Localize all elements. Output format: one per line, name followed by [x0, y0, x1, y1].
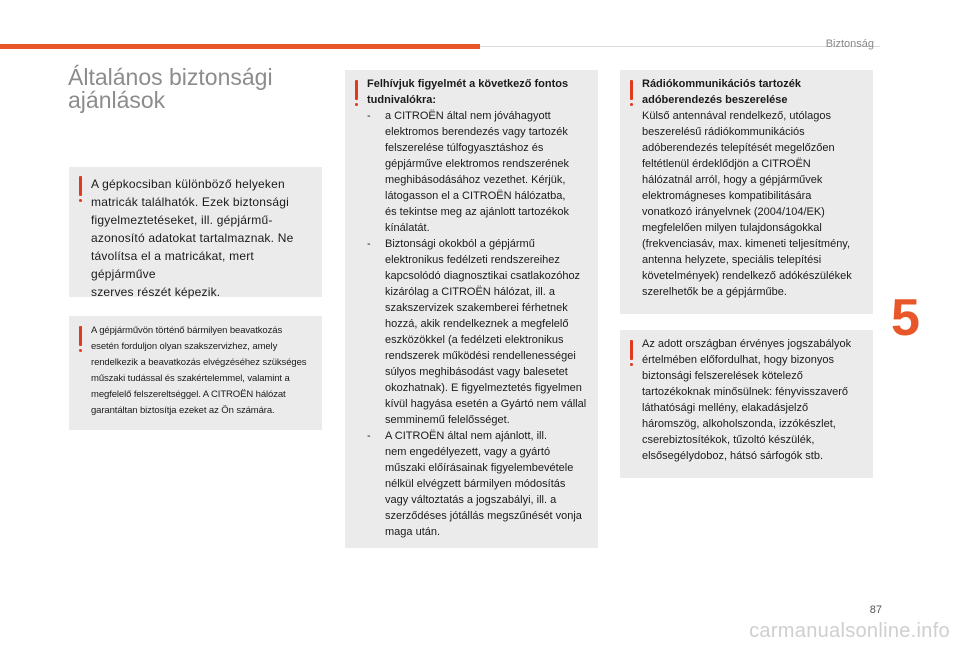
text-line: hozzá, akik rendelkeznek a megfelelő [385, 318, 569, 330]
chapter-number: 5 [891, 289, 920, 347]
text-line: nélkül elvégzett bármilyen módosítás [385, 478, 566, 490]
heading-line: Felhívjuk figyelmét a következő fontos [367, 78, 569, 90]
text-line: eszközökkel (a fedélzeti elektronikus [385, 334, 564, 346]
section-label: Biztonság [825, 38, 874, 50]
list-dash: - [367, 430, 371, 442]
text-line: garantáltan biztosítja ezeket az Ön számára. [91, 405, 275, 416]
notice-text-radio [642, 76, 872, 300]
text-line: elektromos berendezés vagy tartozék [385, 126, 568, 138]
text-line: nem engedélyezett, vagy a gyártó [385, 446, 551, 458]
warning-icon [79, 326, 82, 346]
list-item [367, 428, 597, 540]
text-line: a CITROËN által nem jóváhagyott [385, 110, 551, 122]
text-line: A gépkocsiban különböző helyeken [91, 177, 285, 191]
text-line: okozhatnak). E figyelmeztetés figyelmen [385, 382, 582, 394]
text-line: értelmében előfordulhat, hogy bizonyos [642, 354, 835, 366]
header-rule [480, 46, 880, 47]
text-line: követelmények) rendelkező adókészülékek [642, 270, 852, 282]
text-line: láthatósági mellény, elakadásjelző [642, 402, 809, 414]
list-item [367, 108, 597, 236]
text-line: elektronikus fedélzeti rendszereihez [385, 254, 560, 266]
notice-text-service [91, 323, 319, 419]
text-line: maga után. [385, 526, 441, 538]
page-title [68, 66, 328, 112]
text-line: (frekvenciasáv, max. kimeneti teljesítmény, [642, 238, 851, 250]
text-line: cserebiztosítékok, tűzoltó készülék, [642, 434, 815, 446]
text-line: műszaki előírásainak figyelembevétele [385, 462, 574, 474]
text-line: rendelkezik a beavatkozás elvégzéséhez szükséges [91, 357, 307, 368]
list-dash: - [367, 110, 371, 122]
header-accent-bar [0, 44, 480, 49]
notice-text-equipment [642, 336, 872, 464]
text-line: hálózatnál arról, hogy a gépjárművek [642, 174, 823, 186]
text-line: elsősegélydoboz, hátsó sárfogók stb. [642, 450, 824, 462]
text-line: Biztonsági okokból a gépjármű [385, 238, 535, 250]
text-line: megfelelően milyen tulajdonságokkal [642, 222, 822, 234]
text-line: matricák találhatók. Ezek biztonsági [91, 195, 289, 209]
title-line-2: ajánlások [68, 87, 166, 113]
text-line: megfelelő felszereltséggel. A CITROËN hálózat [91, 389, 286, 400]
text-line: súlyos meghibásodást vagy balesetet [385, 366, 568, 378]
warning-icon [355, 80, 358, 100]
text-line: meghibásodásához vezethet. Kérjük, [385, 174, 566, 186]
text-line: és tekintse meg az ajánlott tartozékok [385, 206, 570, 218]
heading-line: Rádiókommunikációs tartozék [642, 78, 801, 90]
text-line: szerződéses jótállás megszűnését vonja [385, 510, 582, 522]
text-line: azonosító adatokat tartalmaznak. Ne [91, 231, 294, 245]
text-line: látogasson el a CITROËN hálózatba, [385, 190, 566, 202]
text-line: A CITROËN által nem ajánlott, ill. [385, 430, 548, 442]
notice-text-stickers [91, 175, 319, 301]
text-line: semminemű felelősséget. [385, 414, 510, 426]
text-line: beszerelésű rádiókommunikációs [642, 126, 805, 138]
text-line: vonatkozó irányelvnek (2004/104/EK) [642, 206, 825, 218]
text-line: A gépjárművön történő bármilyen beavatkozás [91, 325, 283, 336]
text-line: esetén forduljon olyan szakszervizhez, amely [91, 341, 278, 352]
warning-icon [630, 80, 633, 100]
text-line: kapcsolódó diagnosztikai csatlakozóhoz [385, 270, 581, 282]
list-item [367, 236, 597, 428]
text-line: kínálatát. [385, 222, 430, 234]
text-line: műszaki tudással és szakértelemmel, valamint a [91, 373, 290, 384]
title-line-1: Általános biztonsági [68, 64, 273, 90]
text-line: feltétlenül érdeklődjön a CITROËN [642, 158, 811, 170]
text-line: kizárólag a CITROËN hálózat, ill. a [385, 286, 555, 298]
text-line: szerves részét képezik. [91, 285, 221, 299]
warning-icon [79, 176, 82, 196]
text-line: szerelhetők be a gépjárműbe. [642, 286, 787, 298]
list-dash: - [367, 238, 371, 250]
text-line: elektromágneses kompatibilitására [642, 190, 812, 202]
text-line: háromszög, alkoholszonda, izzókészlet, [642, 418, 836, 430]
page-number: 87 [869, 604, 882, 616]
text-line: tartozékoknak minősülnek: fényvisszaverő [642, 386, 849, 398]
text-line: rendszerek működési rendellenességei [385, 350, 576, 362]
text-line: Külső antennával rendelkező, utólagos [642, 110, 831, 122]
text-line: Az adott országban érvényes jogszabályok [642, 338, 852, 350]
text-line: antenna helyzete, speciális telepítési [642, 254, 822, 266]
text-line: biztonsági felszerelések kötelező [642, 370, 803, 382]
heading-line: adóberendezés beszerelése [642, 94, 788, 106]
text-line: figyelmeztetéseket, ill. gépjármű- [91, 213, 273, 227]
text-line: felszerelése túlfogyasztáshoz és [385, 142, 544, 154]
notice-text-important [367, 76, 597, 540]
text-line: távolítsa el a matricákat, mert gépjárműve [91, 249, 254, 281]
warning-icon [630, 340, 633, 360]
text-line: gépjárműve elektromos rendszerének [385, 158, 570, 170]
heading-line: tudnivalókra: [367, 94, 437, 106]
text-line: szakszervizek szakemberei férhetnek [385, 302, 568, 314]
text-line: vagy változtatás a jogszabályi, ill. a [385, 494, 557, 506]
text-line: adóberendezés telepítését megelőzően [642, 142, 835, 154]
text-line: kívül hagyása esetén a Gyártó nem vállal [385, 398, 587, 410]
watermark: carmanualsonline.info [749, 620, 950, 642]
